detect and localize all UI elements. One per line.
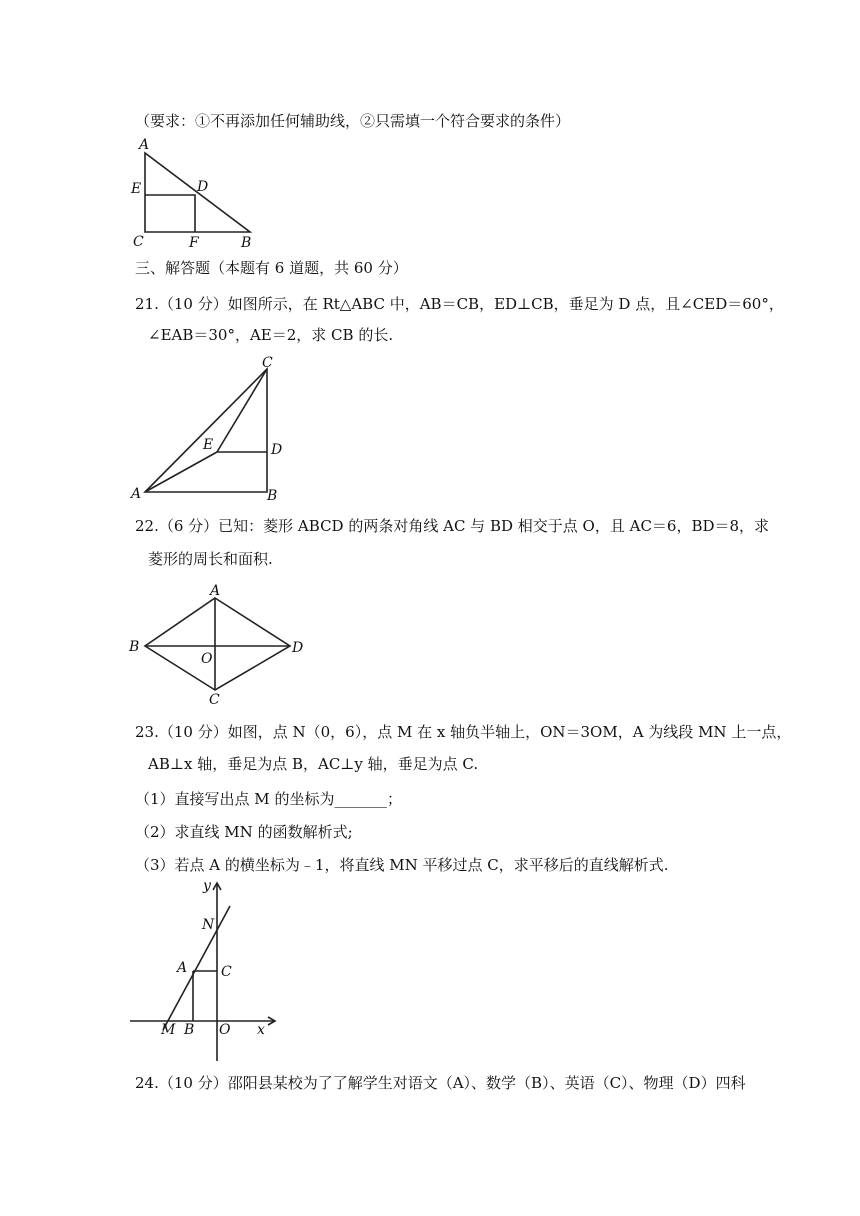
label-C: C — [133, 234, 144, 250]
label-A: A — [131, 486, 142, 502]
q24-text-line1: 24.（10 分）邵阳县某校为了了解学生对语文（A）、数学（B）、英语（C）、物理（D）四科 — [135, 1074, 746, 1092]
label-O: O — [219, 1022, 231, 1038]
q22-text-line2: 菱形的周长和面积. — [148, 550, 273, 568]
label-E: E — [203, 437, 214, 453]
label-B: B — [241, 235, 252, 251]
rectangle-edfc — [145, 195, 195, 232]
requirement-note: （要求：①不再添加任何辅助线，②只需填一个符合要求的条件） — [135, 112, 571, 130]
q23-part1: （1）直接写出点 M 的坐标为_______； — [135, 790, 402, 808]
rhombus-abcd — [145, 598, 290, 690]
figure-q23 — [125, 878, 285, 1063]
figure-q21 — [125, 355, 295, 505]
label-x: x — [257, 1022, 265, 1038]
label-O: O — [201, 651, 213, 667]
q23-part3: （3）若点 A 的横坐标为﹣1，将直线 MN 平移过点 C，求平移后的直线解析式. — [135, 856, 669, 874]
label-D: D — [292, 640, 304, 656]
label-A: A — [210, 583, 221, 599]
q23-text-line2: AB⊥x 轴，垂足为点 B，AC⊥y 轴，垂足为点 C. — [148, 755, 479, 773]
q22-text-line1: 22.（6 分）已知：菱形 ABCD 的两条对角线 AC 与 BD 相交于点 O，且 AC＝6，BD＝8，求 — [135, 517, 770, 535]
triangle-abc — [145, 369, 267, 492]
label-C: C — [262, 355, 273, 371]
section-heading: 三、解答题（本题有 6 道题，共 60 分） — [135, 259, 408, 277]
label-M: M — [161, 1022, 176, 1038]
label-y: y — [203, 878, 211, 894]
figure-q22 — [125, 580, 315, 710]
label-C: C — [221, 964, 232, 980]
q23-part2: （2）求直线 MN 的函数解析式; — [135, 823, 353, 841]
figure-q20 — [125, 135, 265, 255]
label-D: D — [271, 442, 283, 458]
label-C: C — [209, 692, 220, 708]
label-A: A — [139, 137, 150, 153]
q21-text-line2: ∠EAB＝30°，AE＝2，求 CB 的长. — [148, 326, 394, 344]
segment-ae — [145, 452, 217, 492]
q23-text-line1: 23.（10 分）如图，点 N（0，6），点 M 在 x 轴负半轴上，ON＝3OM，A 为线段 MN 上一点， — [135, 723, 792, 741]
label-E: E — [131, 181, 142, 197]
label-B: B — [267, 488, 278, 504]
q21-text-line1: 21.（10 分）如图所示，在 Rt△ABC 中，AB＝CB，ED⊥CB，垂足为 D 点，且∠CED＝60°， — [135, 295, 784, 313]
label-A: A — [177, 960, 188, 976]
segment-ec — [217, 369, 267, 452]
label-D: D — [197, 179, 209, 195]
label-F: F — [189, 235, 199, 251]
line-mn — [163, 906, 230, 1030]
label-N: N — [202, 917, 215, 933]
label-B: B — [184, 1022, 195, 1038]
label-B: B — [129, 639, 140, 655]
